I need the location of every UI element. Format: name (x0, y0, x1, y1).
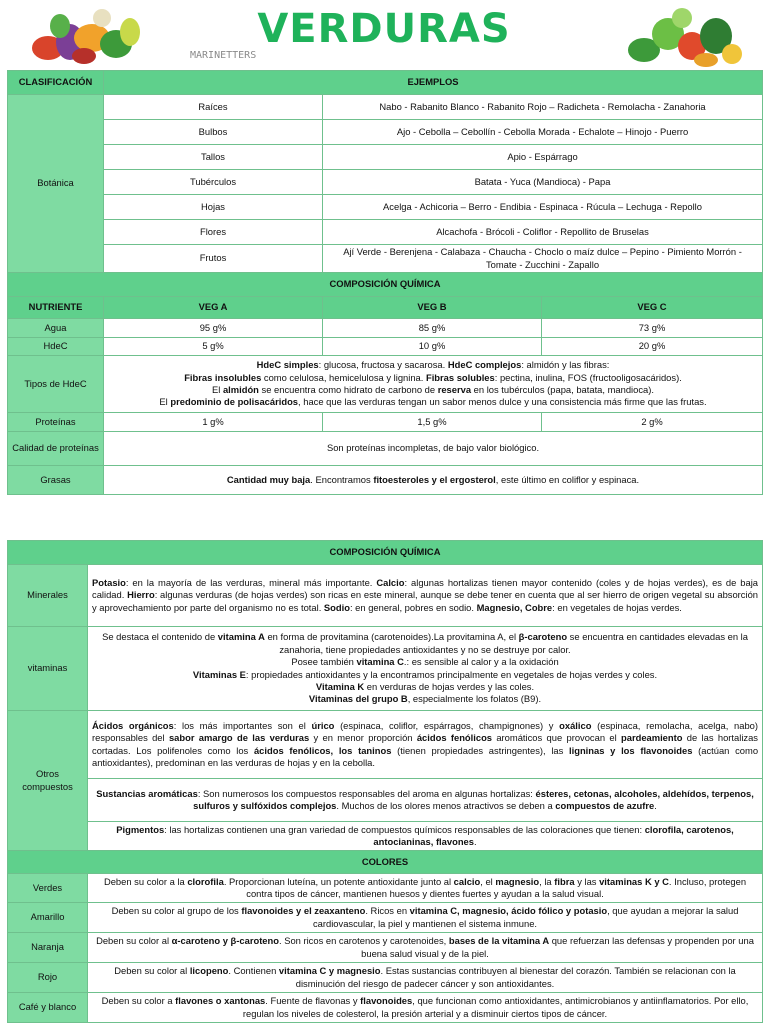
sustancias-aromaticas-text: Sustancias aromáticas: Son numerosos los compuestos responsables del aroma en algunas hortalizas: ésteres, cetonas, alcoholes, aldehídos, terpenos, sulfuros y sulfóxidos complejos. Muchos de los olores menos atractivos se deben a compuestos de azufre. (88, 779, 763, 822)
section-composicion-quimica: COMPOSICIÓN QUÍMICA (8, 273, 763, 297)
tipos-line-1: HdeC simples: glucosa, fructosa y sacarosa. HdeC complejos: almidón y las fibras: (256, 359, 610, 371)
label-tipos-hdec: Tipos de HdeC (8, 356, 104, 413)
table-clasificacion (7, 70, 763, 495)
agua-veg-b: 85 g% (323, 319, 542, 338)
agua-veg-c: 73 g% (542, 319, 763, 338)
label-verdes: Verdes (8, 874, 88, 903)
label-calidad-proteinas: Calidad de proteínas (8, 432, 104, 466)
vegetables-right-icon (622, 4, 746, 68)
label-rojo: Rojo (8, 963, 88, 993)
tipos-hdec-text (104, 356, 763, 413)
row-key: Bulbos (104, 120, 323, 145)
label-botanica: Botánica (8, 95, 104, 273)
row-value: Ají Verde - Berenjena - Calabaza - Chaucha - Choclo o maíz dulce – Pepino - Pimiento Morrón - Tomate - Zucchini - Zapallo (323, 245, 763, 273)
watermark-text: MARINETTERS (190, 50, 257, 61)
minerales-text: Potasio: en la mayoría de las verduras, mineral más importante. Calcio: algunas hortalizas tienen mayor contenido (coles y de hojas verdes), es de baja calidad. Hierro: algunas verduras (de hojas verdes) son ricas en este mineral, aunque se debe tener en cuenta que al ser hierro de origen vegetal su absorción y aprovechamiento por parte del organismo no es total. Sodio: en general, pobres en sodio. Magnesio, Cobre: en vegetales de hojas verdes. (88, 565, 763, 627)
section-composicion-quimica-2: COMPOSICIÓN QUÍMICA (8, 541, 763, 565)
row-value: Apio - Espárrago (323, 145, 763, 170)
label-minerales: Minerales (8, 565, 88, 627)
row-value: Acelga - Achicoria – Berro - Endibia - Espinaca - Rúcula – Lechuga - Repollo (323, 195, 763, 220)
header-nutriente: NUTRIENTE (8, 297, 104, 319)
row-key: Tubérculos (104, 170, 323, 195)
hdec-veg-a: 5 g% (104, 338, 323, 356)
vitaminas-line-4: Vitamina K en verduras de hojas verdes y las coles. (315, 680, 535, 692)
grasas-text: Cantidad muy baja. Encontramos fitoesteroles y el ergosterol, este último en coliflor y espinaca. (104, 466, 763, 495)
tipos-line-4: El predominio de polisacáridos, hace que las verduras tengan un sabor menos dulce y una consistencia más firme que las frutas. (159, 396, 707, 408)
calidad-proteinas-text: Son proteínas incompletas, de bajo valor biológico. (104, 432, 763, 466)
tipos-line-3: El almidón se encuentra como hidrato de carbono de reserva en los tubérculos (papa, batata, mandioca). (212, 384, 654, 395)
label-cafe-blanco: Café y blanco (8, 993, 88, 1023)
vitaminas-line-2: Posee también vitamina C.: es sensible al calor y a la oxidación (291, 656, 559, 668)
header-veg-c: VEG C (542, 297, 763, 319)
header-clasificacion: CLASIFICACIÓN (8, 71, 104, 95)
naranja-text: Deben su color al α-caroteno y β-caroteno. Son ricos en carotenos y carotenoides, bases de la vitamina A que refuerzan las defensas y propenden por una buena salud visual y de la piel. (88, 933, 763, 963)
proteinas-veg-c: 2 g% (542, 413, 763, 432)
hdec-veg-b: 10 g% (323, 338, 542, 356)
proteinas-veg-a: 1 g% (104, 413, 323, 432)
verdes-text: Deben su color a la clorofila. Proporcionan luteína, un potente antioxidante junto al calcio, el magnesio, la fibra y las vitaminas K y C. Incluso, protegen contra tipos de cáncer, mantienen huesos y dientes fuertes y ayudan a la salud visual. (88, 874, 763, 903)
row-value: Nabo - Rabanito Blanco - Rabanito Rojo – Radicheta - Remolacha - Zanahoria (323, 95, 763, 120)
page-header (0, 0, 768, 68)
cafe-blanco-text: Deben su color a flavones o xantonas. Fuente de flavonas y flavonoides, que funcionan como antioxidantes, antimicrobianos y antiinflamatorios. Por ello, regulan los niveles de colesterol, la presión arterial y a disminuir ciertos tipos de cáncer. (88, 993, 763, 1023)
label-naranja: Naranja (8, 933, 88, 963)
row-key: Hojas (104, 195, 323, 220)
label-proteinas: Proteínas (8, 413, 104, 432)
tipos-line-2: Fibras insolubles como celulosa, hemicelulosa y lignina. Fibras solubles: pectina, inulina, FOS (fructooligosacáridos). (184, 371, 682, 383)
pigmentos-text: Pigmentos: las hortalizas contienen una gran variedad de compuestos químicos responsables de las coloraciones que tienen: clorofila, carotenos, antocianinas, flavones. (88, 822, 763, 851)
vitaminas-line-3: Vitaminas E: propiedades antioxidantes y la encontramos principalmente en vegetales de hojas verdes y coles. (192, 668, 658, 680)
vitaminas-line-5: Vitaminas del grupo B, especialmente los folatos (B9). (308, 693, 542, 705)
page-title: VERDURAS (257, 6, 511, 52)
header-veg-b: VEG B (323, 297, 542, 319)
acidos-organicos-text: Ácidos orgánicos: los más importantes son el úrico (espinaca, coliflor, espárragos, champignones) y oxálico (espinaca, remolacha, acelga, nabo) responsables del sabor amargo de las verduras y en menor proporción ácidos fenólicos aromáticos que provocan el pardeamiento de las hortalizas cortadas. Los polifenoles como los ácidos fenólicos, los taninos (tienen propiedades astringentes), las ligninas y los flavonoides (actúan como antioxidantes), predominan en las verduras de hojas y en la cebolla. (88, 711, 763, 779)
row-value: Ajo - Cebolla – Cebollín - Cebolla Morada - Echalote – Hinojo - Puerro (323, 120, 763, 145)
row-key: Raíces (104, 95, 323, 120)
section-colores: COLORES (8, 851, 763, 874)
label-vitaminas: vitaminas (8, 627, 88, 711)
label-amarillo: Amarillo (8, 903, 88, 933)
amarillo-text: Deben su color al grupo de los flavonoides y el zeaxanteno. Ricos en vitamina C, magnesio, ácido fólico y potasio, que ayudan a mejorar la salud cardiovascular, la piel y mantienen el sistema inmune. (88, 903, 763, 933)
row-value: Batata - Yuca (Mandioca) - Papa (323, 170, 763, 195)
header-veg-a: VEG A (104, 297, 323, 319)
vitaminas-text (88, 627, 763, 711)
proteinas-veg-b: 1,5 g% (323, 413, 542, 432)
rojo-text: Deben su color al licopeno. Contienen vitamina C y magnesio. Estas sustancias contribuyen al bienestar del corazón. También se relacionan con la disminución del riesgo de padecer cáncer y son antioxidantes. (88, 963, 763, 993)
row-key: Flores (104, 220, 323, 245)
table-composicion-colores (7, 540, 763, 1023)
agua-veg-a: 95 g% (104, 319, 323, 338)
hdec-veg-c: 20 g% (542, 338, 763, 356)
label-hdec: HdeC (8, 338, 104, 356)
row-value: Alcachofa - Brócoli - Coliflor - Repollito de Bruselas (323, 220, 763, 245)
header-ejemplos: EJEMPLOS (104, 71, 763, 95)
label-grasas: Grasas (8, 466, 104, 495)
row-key: Tallos (104, 145, 323, 170)
label-otros-compuestos: Otros compuestos (8, 711, 88, 851)
row-key: Frutos (104, 245, 323, 273)
vitaminas-line-1: Se destaca el contenido de vitamina A en forma de provitamina (carotenoides).La provitamina A, el β-caroteno se encuentra en cantidades elevadas en la zanahoria, tiene propiedades antioxidantes y no se destruye por calor. (102, 631, 748, 655)
label-agua: Agua (8, 319, 104, 338)
